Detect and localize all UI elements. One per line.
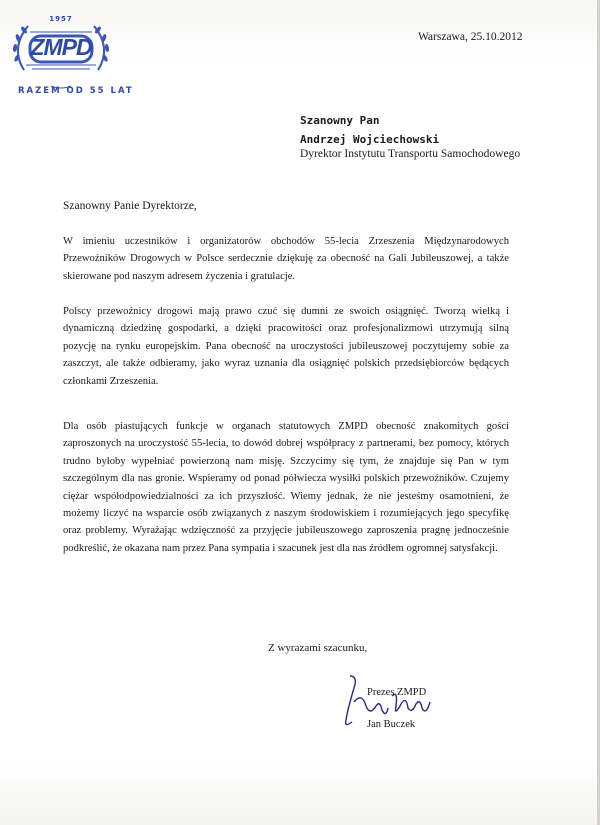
paragraph-1: W imieniu uczestników i organizatorów obchodów 55-lecia Zrzeszenia Międzynarodowych Przewoźników Drogowych w Polsce serdecznie dziękuję za obecność na Gali Jubileuszowej, a także skierowane pod naszym adresem życzenia i gratulacje.	[63, 236, 509, 282]
logo-year: 1957	[49, 15, 73, 23]
signer-role: Prezes ZMPD	[367, 687, 427, 698]
letter-date: Warszawa, 25.10.2012	[418, 31, 523, 43]
signer-name: Jan Buczek	[367, 719, 416, 730]
recipient-greeting: Szanowny Pan	[300, 114, 380, 127]
recipient-name: Andrzej Wojciechowski	[300, 133, 440, 146]
paragraph-3: Dla osób piastujących funkcje w organach statutowych ZMPD obecność znakomitych gości zaproszonych na uroczystość 55-lecia, to dowód dobrej współpracy z partnerami, bez pomocy, których trudno byłoby wypełniać powierzoną nam misję. Szczycimy się tym, że znajduje się Pan w tym szczególnym dla nas gronie. Wspieramy od ponad półwiecza wysiłki polskich przewoźników. Czujemy ciężar współodpowiedzialności za ich przyszłość. Wiemy jednak, że nie jesteśmy osamotnieni, że możemy liczyć na wsparcie osób związanych z naszym środowiskiem i rozumiejących jego specyfikę oraz problemy. Wyrażając wdzięczność za przyjęcie jubileuszowego zaproszenia pragnę jednocześnie podkreślić, że okazana nam przez Pana sympatia i szacunek jest dla nas źródłem ogromnej satysfakcji.	[63, 421, 509, 554]
logo-tagline: RAZEM OD 55 LAT	[18, 86, 134, 96]
paragraph-2: Polscy przewoźnicy drogowi mają prawo czuć się dumni ze swoich osiągnięć. Tworzą wielką i dynamiczną dziedzinę gospodarki, a dzięki pracowitości oraz profesjonalizmowi utrzymują silną pozycję na rynku europejskim. Pana obecność na uroczystości jubileuszowej poczytujemy sobie za zaszczyt, ale także odbieramy, jako wyraz uznania dla osiągnięć polskich przedsiębiorców będących członkami Zrzeszenia.	[63, 306, 509, 387]
salutation: Szanowny Panie Dyrektorze,	[63, 200, 197, 212]
recipient-title: Dyrektor Instytutu Transportu Samochodowego	[300, 148, 521, 160]
closing-phrase: Z wyrazami szacunku,	[268, 642, 368, 654]
logo-brand: ZMPD	[30, 34, 92, 60]
